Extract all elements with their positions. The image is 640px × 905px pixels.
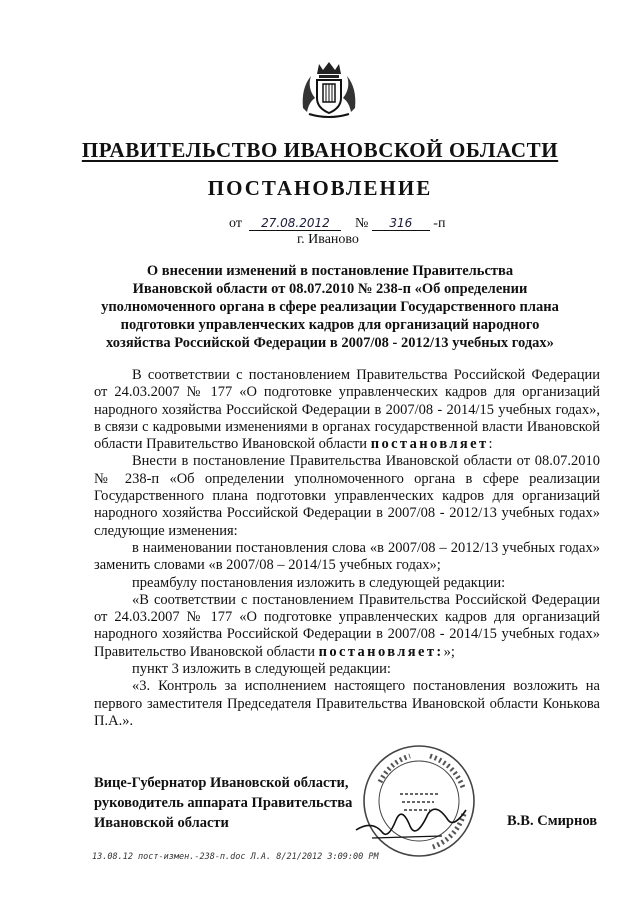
date-prefix: от <box>229 216 242 231</box>
signatory-name: В.В. Смирнов <box>507 813 598 829</box>
paragraph-preamble-change: преамбулу постановления изложить в следующей редакции: <box>132 574 506 591</box>
paragraph-preamble: В соответствии с постановлением Правительства Российской Федерации от 24.03.2007 № 177 «О подготовке управленческих кадров для организаций народного хозяйства Российской Федерации в 2007/08 - 2014/15 учебных годах», в связи с кадровыми изменениями в органах государственной власти Ивановской области Правительство Ивановской области постановляет: <box>94 367 600 453</box>
decree-keyword: постановляет: <box>318 643 444 660</box>
paragraph-title-change: в наименовании постановления слова «в 2007/08 – 2012/13 учебных годах» заменить словами «в 2007/08 – 2014/15 учебных годах»; <box>94 539 600 574</box>
document-type: ПОСТАНОВЛЕНИЕ <box>207 176 433 200</box>
document-number: 316 <box>372 217 430 231</box>
city: г. Иваново <box>297 232 359 247</box>
number-sign: № <box>354 216 369 231</box>
document-body <box>94 367 600 730</box>
heading-line: Ивановской области от 08.07.2010 № 238-п «Об определении <box>132 281 528 297</box>
paragraph-point3-text: «3. Контроль за исполнением настоящего постановления возложить на первого заместителя Председателя Правительства Ивановской области Конькова П.А.». <box>94 678 600 729</box>
ivanovo-coat-of-arms-icon <box>297 58 361 118</box>
heading-line: хозяйства Российской Федерации в 2007/08 - 2012/13 учебных годах» <box>106 335 554 351</box>
heading-line: О внесении изменений в постановление Правительства <box>146 263 514 279</box>
date-number-line <box>229 216 445 232</box>
government-title: ПРАВИТЕЛЬСТВО ИВАНОВСКОЙ ОБЛАСТИ <box>81 138 559 162</box>
signatory-position: Вице-Губернатор Ивановской области, руководитель аппарата Правительства Ивановской области <box>94 775 353 831</box>
paragraph-point3-change: пункт 3 изложить в следующей редакции: <box>132 661 391 678</box>
heading-line: подготовки управленческих кадров для организаций народного <box>120 317 540 333</box>
document-heading <box>80 262 580 352</box>
number-suffix: -п <box>433 216 446 231</box>
file-footer: 13.08.12 пост-измен.-238-п.doc Л.А. 8/21/2012 3:09:00 PM <box>92 852 379 862</box>
handwritten-signature-icon <box>352 790 472 850</box>
document-date: 27.08.2012 <box>249 217 341 231</box>
paragraph-amend: Внести в постановление Правительства Ивановской области от 08.07.2010 № 238-п «Об определении уполномоченного органа в сфере реализации Государственного плана подготовки управленческих кадров для организаций народного хозяйства Российской Федерации в 2007/08 - 2012/13 учебных годах» следующие изменения: <box>94 453 600 539</box>
paragraph-new-preamble: «В соответствии с постановлением Правительства Российской Федерации от 24.03.2007 № 177 «О подготовке управленческих кадров для организаций народного хозяйства Российской Федерации в 2007/08 - 2014/15 учебных годах» Правительство Ивановской области постановляет:»; <box>94 591 600 660</box>
decree-keyword: постановляет <box>370 436 489 453</box>
heading-line: уполномоченного органа в сфере реализации Государственного плана <box>101 299 559 315</box>
